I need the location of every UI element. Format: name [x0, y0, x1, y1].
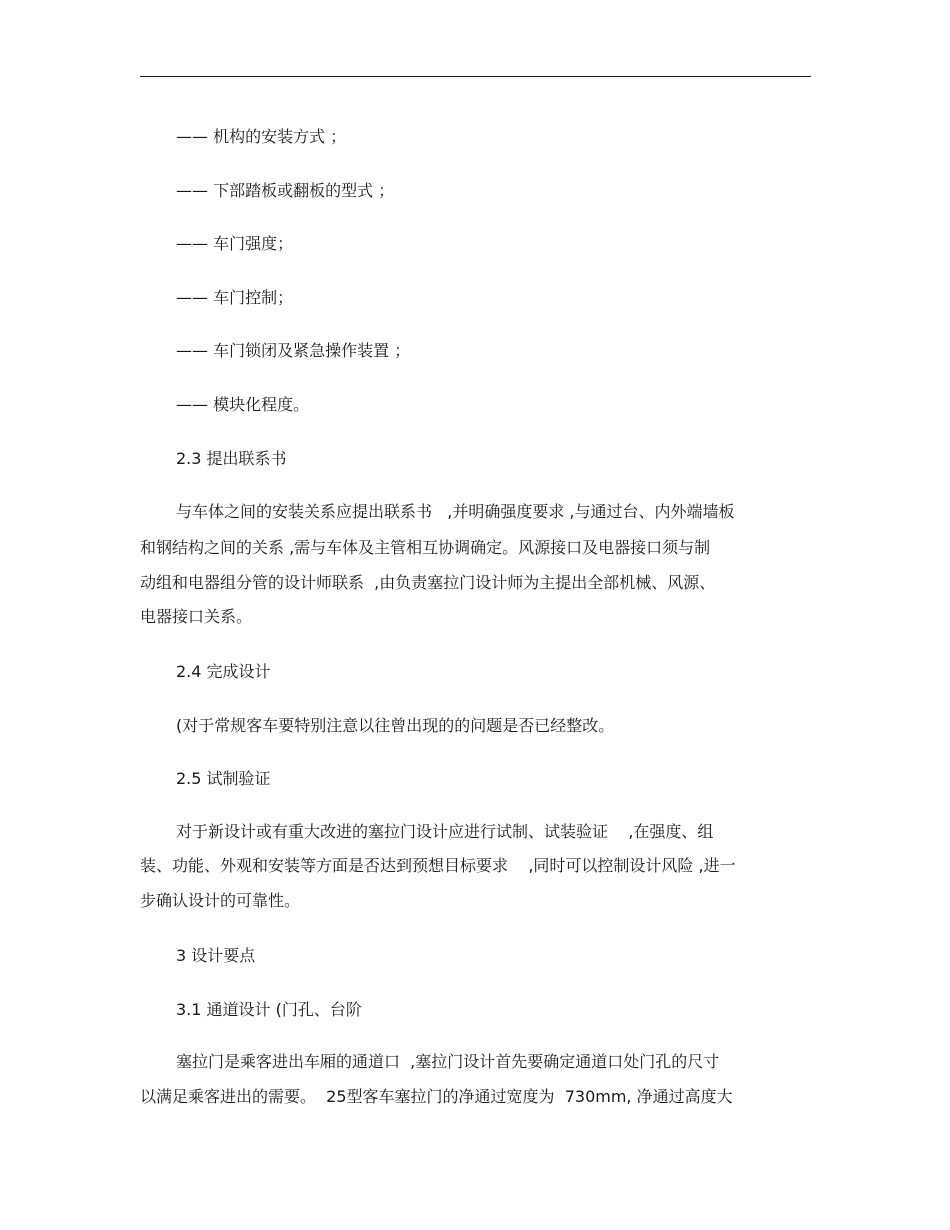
- paragraph-line: (对于常规客车要特别注意以往曾出现的的问题是否已经整改。: [176, 716, 615, 735]
- paragraph-line: 和钢结构之间的关系 ,需与车体及主管相互协调确定。风源接口及电器接口须与制: [140, 538, 711, 557]
- list-item: —— 机构的安装方式 ；: [176, 127, 347, 146]
- list-item: —— 模块化程度。: [176, 395, 310, 414]
- list-item: —— 车门强度；: [176, 234, 294, 253]
- paragraph-line: 装、功能、外观和安装等方面是否达到预想目标要求 ,同时可以控制设计风险 ,进一: [140, 856, 736, 875]
- paragraph-line: 电器接口关系。: [140, 607, 253, 626]
- list-item: —— 车门控制；: [176, 288, 294, 307]
- paragraph-line: 塞拉门是乘客进出车厢的通道口 ,塞拉门设计首先要确定通道口处门孔的尺寸: [176, 1052, 720, 1071]
- paragraph-line: 步确认设计的可靠性。: [140, 891, 301, 910]
- paragraph-line: 与车体之间的安装关系应提出联系书 ,并明确强度要求 ,与通过台、内外端墙板: [176, 502, 735, 521]
- section-heading: 3.1 通道设计 (门孔、台阶: [176, 1000, 362, 1019]
- list-item: —— 车门锁闭及紧急操作装置 ；: [176, 341, 411, 360]
- section-heading: 2.5 试制验证: [176, 769, 271, 788]
- section-heading: 2.4 完成设计: [176, 662, 271, 681]
- section-heading: 3 设计要点: [176, 946, 256, 965]
- paragraph-line: 动组和电器组分管的设计师联系 ,由负责塞拉门设计师为主提出全部机械、风源、: [140, 573, 716, 592]
- paragraph-line: 以满足乘客进出的需要。 25型客车塞拉门的净通过宽度为 730mm, 净通过高度大: [140, 1087, 733, 1106]
- list-item: —— 下部踏板或翻板的型式 ；: [176, 181, 395, 200]
- header-rule: [140, 76, 811, 77]
- paragraph-line: 对于新设计或有重大改进的塞拉门设计应进行试制、试装验证 ,在强度、组: [176, 822, 714, 841]
- section-heading: 2.3 提出联系书: [176, 449, 287, 468]
